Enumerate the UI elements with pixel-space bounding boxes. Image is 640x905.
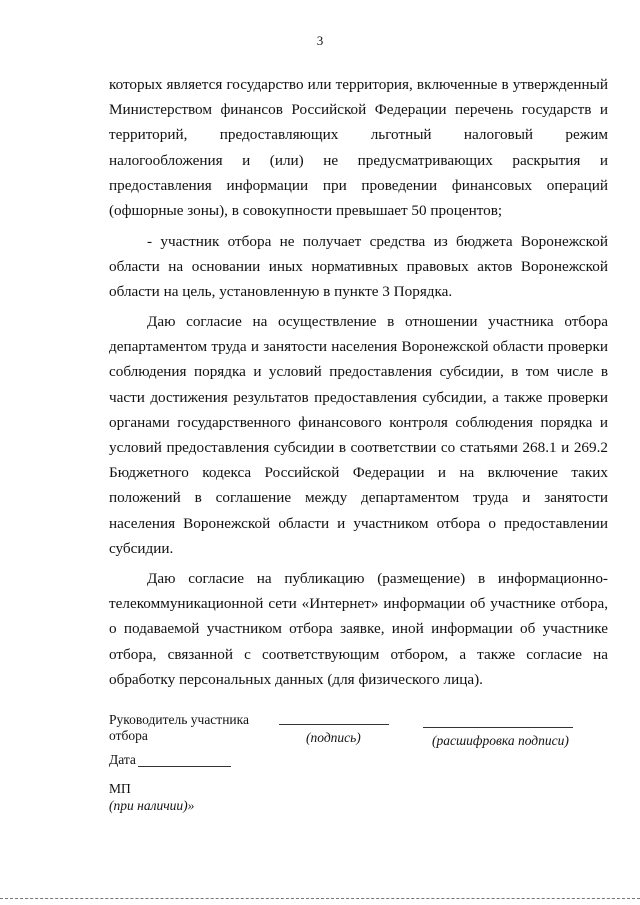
signature-caption: (подпись): [306, 730, 361, 745]
text-line: части достижения результатов предоставления субсидии, а также проверки: [109, 388, 608, 406]
text-line: телекоммуникационной сети «Интернет» информации об участнике отбора,: [109, 595, 608, 613]
text-line: о подаваемой участником отбора заявке, иной информации об участнике: [109, 620, 608, 638]
text-line: предоставления информации при проведении финансовых операций: [109, 176, 608, 194]
text-line: области на цель, установленную в пункте 3 Порядка.: [109, 283, 453, 301]
text-line: департаментом труда и занятости населения Воронежской области проверки: [109, 338, 608, 356]
paragraph-offshore-continuation: [109, 72, 608, 223]
text-line: налогообложения и (или) не предусматривающих раскрытия и: [109, 151, 608, 169]
text-line: Бюджетного кодекса Российской Федерации и на включение таких: [109, 464, 608, 482]
page-edge-rule: [0, 898, 640, 899]
paragraph-no-budget-funds: [109, 229, 608, 305]
date-line: [138, 766, 231, 767]
text-line: отбора, связанной с соответствующим отбором, а также согласие на: [109, 645, 608, 663]
seal-note: (при наличии)»: [109, 798, 195, 813]
text-line: Даю согласие на публикацию (размещение) в информационно-: [147, 570, 608, 587]
text-line: субсидии.: [109, 539, 174, 557]
text-line: Министерством финансов Российской Федерации перечень государств и: [109, 101, 608, 119]
text-line: (офшорные зоны), в совокупности превышает 50 процентов;: [109, 202, 503, 220]
paragraph-consent-inspection: [109, 309, 608, 561]
paragraph-consent-publication: [109, 566, 608, 692]
signature-decoding-line: [423, 727, 573, 728]
signature-decoding-caption: (расшифровка подписи): [432, 733, 569, 748]
text-line: Даю согласие на осуществление в отношении участника отбора: [147, 313, 608, 330]
text-line: населения Воронежской области и участником отбора о предоставлении: [109, 514, 608, 532]
signatory-role-line1: Руководитель участника: [109, 712, 249, 727]
signature-line: [279, 724, 389, 725]
text-line: обработку персональных данных (для физического лица).: [109, 670, 483, 688]
date-label: Дата: [109, 752, 136, 767]
text-line: условий предоставления субсидии в соответствии со статьями 268.1 и 269.2: [109, 439, 608, 457]
text-line: - участник отбора не получает средства из бюджета Воронежской: [147, 233, 608, 250]
page-number: 3: [316, 33, 324, 48]
text-line: соблюдения порядка и условий предоставления субсидии, в том числе в: [109, 363, 608, 381]
text-line: территорий, предоставляющих льготный налоговый режим: [109, 126, 608, 144]
text-line: органами государственного финансового контроля соблюдения порядка и: [109, 413, 608, 431]
text-line: области на основании иных нормативных правовых актов Воронежской: [109, 258, 608, 276]
signatory-role-line2: отбора: [109, 728, 148, 743]
text-line: положений в соглашение между департаментом труда и занятости: [109, 489, 608, 507]
text-line: которых является государство или территория, включенные в утвержденный: [109, 76, 608, 93]
seal-label: МП: [109, 781, 131, 796]
